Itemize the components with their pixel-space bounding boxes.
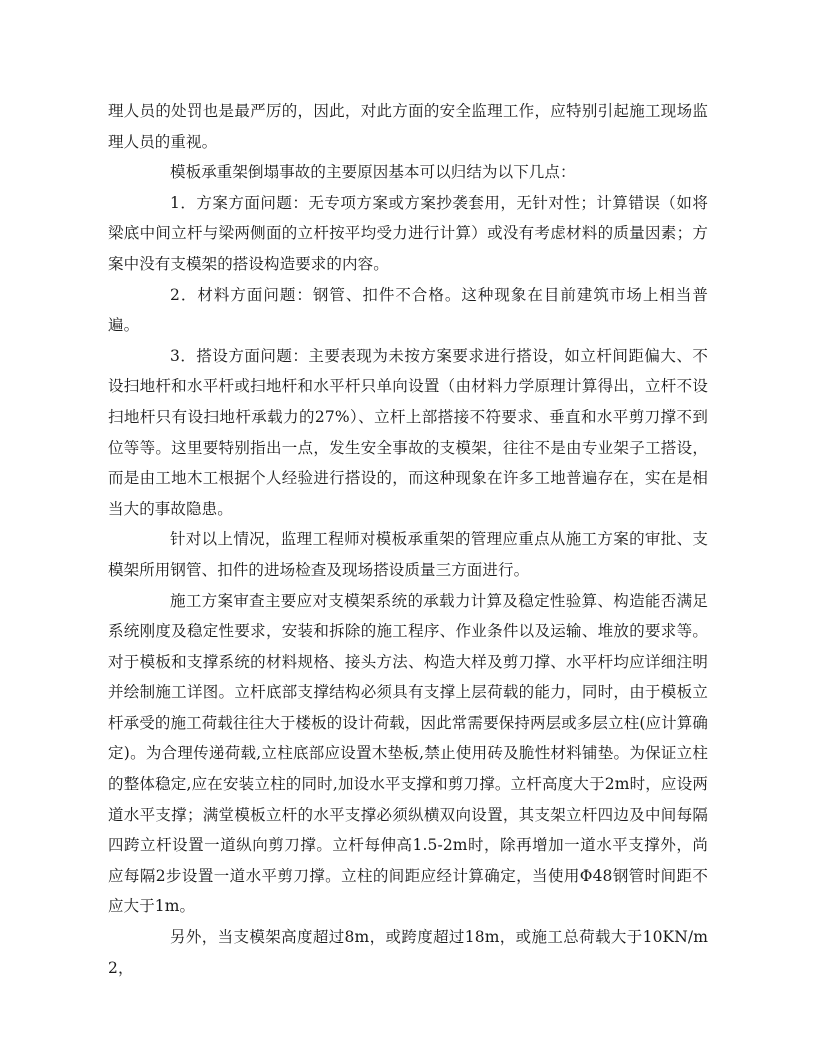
paragraph-1: 理人员的处罚也是最严厉的，因此，对此方面的安全监理工作，应特别引起施工现场监理人员的重视。: [108, 102, 708, 151]
paragraph-7: 施工方案审查主要应对支模架系统的承载力计算及稳定性验算、构造能否满足系统刚度及稳定性要求，安装和拆除的施工程序、作业条件以及运输、堆放的要求等。对于模板和支撑系统的材料规格、接头方法、构造大样及剪刀撑、水平杆均应详细注明并绘制施工详图。立杆底部支撑结构必须具有支撑上层荷载的能力，同时，由于模板立杆承受的施工荷载往往大于楼板的设计荷载，因此常需要保持两层或多层立柱(应计算确定)。为合理传递荷载,立柱底部应设置木垫板,禁止使用砖及脆性材料铺垫。为保证立柱的整体稳定,应在安装立柱的同时,加设水平支撑和剪刀撑。立杆高度大于2m时，应设两道水平支撑；满堂模板立杆的水平支撑必须纵横双向设置，其支架立杆四边及中间每隔四跨立杆设置一道纵向剪刀撑。立杆每伸高1.5-2m时，除再增加一道水平支撑外，尚应每隔2步设置一道水平剪刀撑。立柱的间距应经计算确定，当使用Φ48钢管时间距不应大于1m。: [108, 591, 708, 916]
document-page: [108, 96, 708, 983]
paragraph-2: 模板承重架倒塌事故的主要原因基本可以归结为以下几点：: [170, 163, 576, 182]
paragraph-4: 2．材料方面问题：钢管、扣件不合格。这种现象在目前建筑市场上相当普遍。: [108, 285, 708, 335]
paragraph-5: 3．搭设方面问题：主要表现为未按方案要求进行搭设，如立杆间距偏大、不设扫地杆和水平杆或扫地杆和水平杆只单向设置（由材料力学原理计算得出，立杆不设扫地杆只有设扫地杆承载力的27%）、立杆上部搭接不符要求、垂直和水平剪刀撑不到位等等。这里要特别指出一点，发生安全事故的支模架，往往不是由专业架子工搭设，而是由工地木工根据个人经验进行搭设的，而这种现象在许多工地普遍存在，实在是相当大的事故隐患。: [108, 346, 708, 518]
paragraph-6: 针对以上情况，监理工程师对模板承重架的管理应重点从施工方案的审批、支模架所用钢管、扣件的进场检查及现场搭设质量三方面进行。: [108, 530, 708, 579]
paragraph-3: 1．方案方面问题：无专项方案或方案抄袭套用，无针对性；计算错误（如将梁底中间立杆与梁两侧面的立杆按平均受力进行计算）或没有考虑材料的质量因素；方案中没有支模架的搭设构造要求的内容。: [108, 193, 708, 273]
paragraph-8: 另外，当支模架高度超过8m，或跨度超过18m，或施工总荷载大于10KN/m2，: [108, 928, 708, 977]
